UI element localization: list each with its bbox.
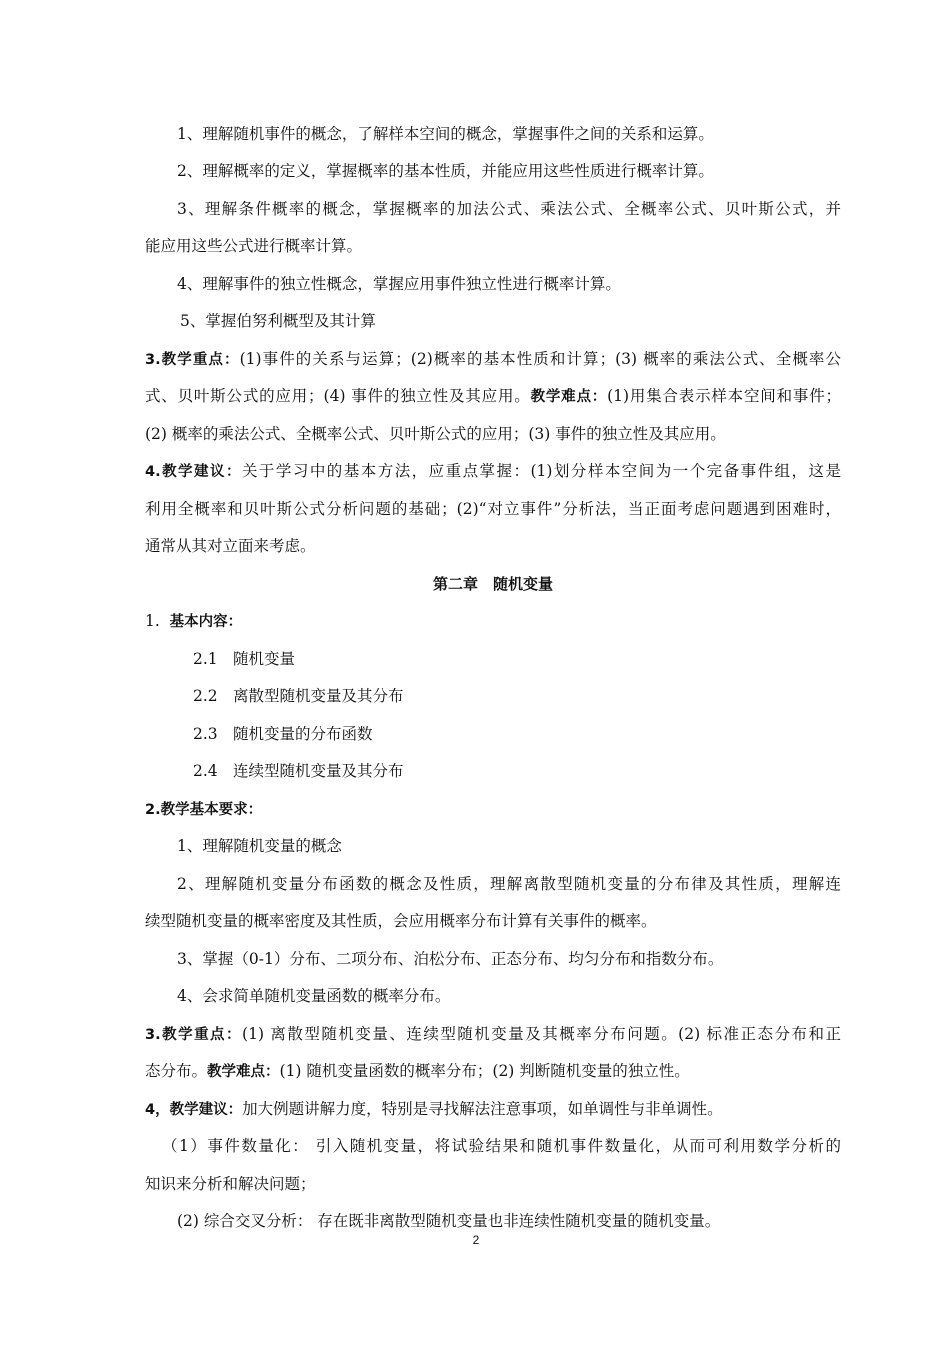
text-span: (1)事件的关系与运算；(2)概率的基本性质和计算；(3) 概率的乘法公式、全概率公 xyxy=(239,350,841,368)
text-line: (2) 概率的乘法公式、全概率公式、贝叶斯公式的应用；(3) 事件的独立性及其应用。 xyxy=(145,425,726,443)
list-item xyxy=(193,724,833,744)
text-line: 通常从其对立面来考虑。 xyxy=(145,537,316,555)
text-span: (1) 随机变量函数的概率分布；(2) 判断随机变量的独立性。 xyxy=(279,1062,690,1080)
paragraph-line xyxy=(145,349,841,370)
item-label: 连续型随机变量及其分布 xyxy=(233,762,404,780)
item-label: 随机变量 xyxy=(233,650,296,668)
text-line: 2、理解概率的定义，掌握概率的基本性质，并能应用这些性质进行概率计算。 xyxy=(177,162,714,180)
list-item xyxy=(193,686,833,706)
bold-heading: 3.教学重点： xyxy=(145,1027,243,1043)
page-number: 2 xyxy=(472,1233,480,1247)
text-line: 能应用这些公式进行概率计算。 xyxy=(145,237,363,255)
text-span: 加大例题讲解力度，特别是寻找解法注意事项，如单调性与非单调性。 xyxy=(242,1100,723,1118)
paragraph-line xyxy=(145,461,841,482)
text-span: (1) 离散型随机变量、连续型随机变量及其概率分布问题。(2) 标准正态分布和正 xyxy=(242,1025,841,1043)
text-line: 2、理解随机变量分布函数的概念及性质，理解离散型随机变量的分布律及其性质，理解连 xyxy=(177,875,841,893)
text-span: 关于学习中的基本方法，应重点掌握：(1)划分样本空间为一个完备事件组，这是 xyxy=(241,462,841,480)
item-number: 2.1 xyxy=(193,650,218,668)
text-line: 1、理解随机变量的概念 xyxy=(177,837,342,855)
paragraph-line xyxy=(145,1024,841,1045)
list-item xyxy=(193,649,833,669)
item-label: 随机变量的分布函数 xyxy=(233,725,373,743)
bold-heading: 4.教学建议： xyxy=(145,464,242,480)
text-line: 4、会求简单随机变量函数的概率分布。 xyxy=(177,987,451,1005)
section-heading xyxy=(145,611,841,632)
text-line: 5、掌握伯努利概型及其计算 xyxy=(180,312,376,330)
text-line: 3、掌握（0-1）分布、二项分布、泊松分布、正态分布、均匀分布和指数分布。 xyxy=(177,950,724,968)
text-line: （1）事件数量化： 引入随机变量，将试验结果和随机事件数量化，从而可利用数学分析的 xyxy=(162,1137,841,1155)
paragraph-line xyxy=(145,1061,841,1082)
text-line: 4、理解事件的独立性概念，掌握应用事件独立性进行概率计算。 xyxy=(177,275,621,293)
chapter-title: 第二章 随机变量 xyxy=(432,575,553,593)
text-line: 知识来分析和解决问题； xyxy=(145,1175,316,1193)
section-heading xyxy=(145,799,841,820)
paragraph-line xyxy=(145,386,841,407)
section-number: 1. xyxy=(145,612,160,630)
paragraph-line xyxy=(145,1099,841,1120)
bold-heading: 2.教学基本要求： xyxy=(145,802,263,818)
list-item xyxy=(193,761,833,781)
text-line: 1、理解随机事件的概念，了解样本空间的概念，掌握事件之间的关系和运算。 xyxy=(177,125,714,143)
text-span: (1)用集合表示样本空间和事件； xyxy=(607,387,841,405)
text-line: 利用全概率和贝叶斯公式分析问题的基础；(2)“对立事件”分析法，当正面考虑问题遇到困难时， xyxy=(145,500,841,518)
item-number: 2.4 xyxy=(193,762,218,780)
item-number: 2.3 xyxy=(193,725,218,743)
text-span: 式、贝叶斯公式的应用；(4) 事件的独立性及其应用。 xyxy=(145,387,531,405)
text-span: 态分布。 xyxy=(145,1062,208,1080)
bold-heading: 3.教学重点： xyxy=(145,352,240,368)
text-line: 续型随机变量的概率密度及其性质，会应用概率分布计算有关事件的概率。 xyxy=(145,912,657,930)
bold-heading: 基本内容： xyxy=(169,614,243,630)
item-number: 2.2 xyxy=(193,687,218,705)
bold-heading: 4，教学建议： xyxy=(145,1102,243,1118)
item-label: 离散型随机变量及其分布 xyxy=(233,687,404,705)
text-line: 3、理解条件概率的概念，掌握概率的加法公式、乘法公式、全概率公式、贝叶斯公式，并 xyxy=(177,200,841,218)
text-line: (2) 综合交叉分析： 存在既非离散型随机变量也非连续性随机变量的随机变量。 xyxy=(177,1212,721,1230)
bold-heading: 教学难点： xyxy=(530,389,608,405)
bold-heading: 教学难点： xyxy=(207,1064,280,1080)
